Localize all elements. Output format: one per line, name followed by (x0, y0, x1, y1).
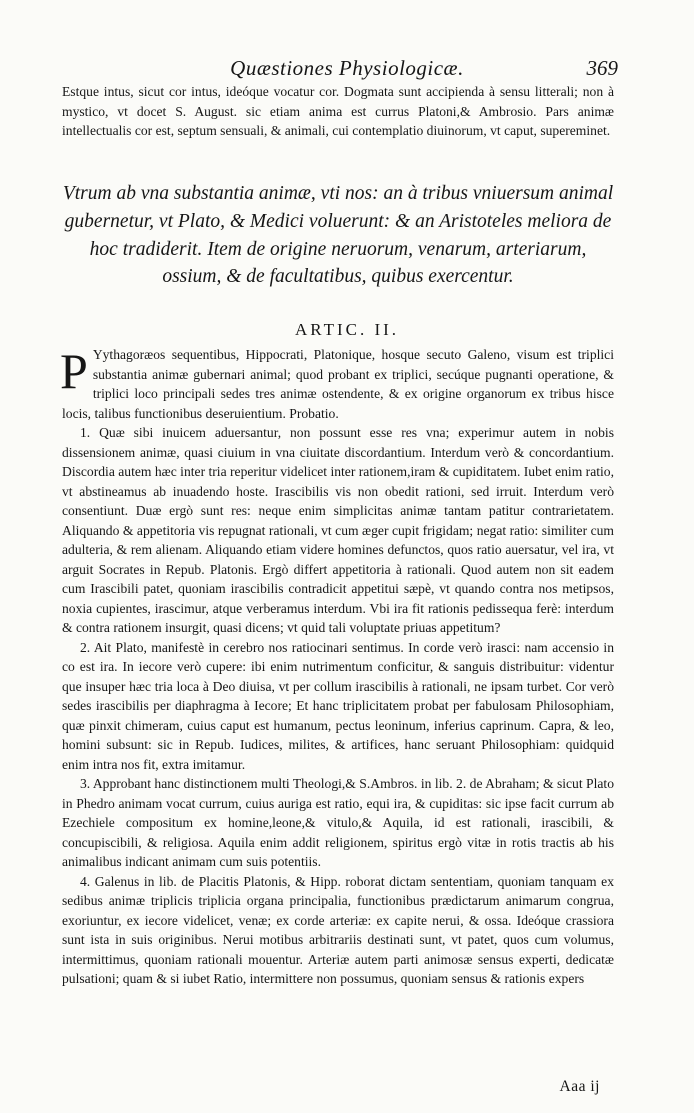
question-title: Vtrum ab vna substantia animæ, vti nos: an à tribus vniuersum animal gubernetur, vt Plato, & Medici voluerunt: & an Aristoteles meliora de hoc tradiderit. Item de origine neruorum, venarum, arteriarum, ossium, & de facultatibus, quibus exercentur. (62, 183, 614, 288)
opening-paragraph (62, 345, 614, 423)
intro-paragraph: Estque intus, sicut cor intus, ideóque vocatur cor. Dogmata sunt accipienda à sensu litterali; non à mystico, vt docet S. August. sic etiam anima est currus Platoni,& Ambrosio. Pars animæ intellectualis cor est, septum sensuali, & animali, cui contemplatio diuinorum, vt caput, supereminet. (62, 84, 614, 138)
page-number: 369 (586, 56, 618, 80)
paragraph-2: 2. Ait Plato, manifestè in cerebro nos ratiocinari sentimus. In corde verò irasci: nam accensio in co est ira. In iecore verò cupere: ibi enim nutrimentum conficitur, & sanguis distribuitur: videntur que insuper hæc tria loca à Deo diuisa, vt per collum irascibilis à rationali, ne ipsam turbet. Cor verò sedes irascibilis per diaphragma à Iecore; Et hanc triplicitatem probat per fabulosam Philosophiam, quæ pinxit chimeram, cuius caput est humanum, pectus leoninum, inferius caprinum. Capra, & leo, homini subsunt: sic in Repub. Iudices, milites, & artifices, hanc seruant Philosophiam: quidquid enim intra nos fit, extra imitamur. (62, 639, 614, 772)
opening-text: Yythagoræos sequentibus, Hippocrati, Platonique, hosque secuto Galeno, visum est triplici substantia animæ gubernari animal; quod probant ex triplici, secúque pugnanti operatione, & triplici loco principali sedes tres animæ ostendente, & ex origine organorum ex tribus hisce locis, talibus functionibus deseruientium. Probatio. (62, 347, 614, 421)
paragraph-3: 3. Approbant hanc distinctionem multi Theologi,& S.Ambros. in lib. 2. de Abraham; & sicut Plato in Phedro animam vocat currum, cuius auriga est ratio, equi ira, & cupiditas: sic ipse facit currum ab Ezechiele compositum ex homine,leone,& vitulo,& Aquila, id est rationali, irascibili, & concupiscibili, & religiosa. Aquila enim addit religionem, spiritus ergò vitæ in rotis tractis ab his animalibus indicant animam cum suis potentiis. (62, 776, 614, 869)
running-title: Quæstiones Physiologicæ. (230, 56, 464, 80)
drop-cap: P (60, 343, 88, 399)
signature-mark: Aaa ij (559, 1078, 600, 1095)
article-heading: ARTIC. II. (294, 320, 400, 339)
paragraph-4: 4. Galenus in lib. de Placitis Platonis, & Hipp. roborat dictam sententiam, quoniam tanquam ex sedibus animæ triplicis triplicia organa principalia, functionibus prædictarum animarum congrua, exoriuntur, ex iecore videlicet, venæ; ex corde arteriæ: ex capite nerui, & ossa. Ideóque crassiora sunt ista in suis originibus. Nerui motibus arbitrariis destinati sunt, vt patet, quos cum volumus, intermittimus, quoniam rationali mouentur. Arteriæ autem parti animosæ sensus experti, dedicatæ pulsationi; quam & si iubet Ratio, intermittere non possumus, quoniam sensus & rationis expers (62, 873, 614, 986)
intro-block (62, 82, 614, 141)
article-body (62, 345, 614, 989)
paragraph-1: 1. Quæ sibi inuicem aduersantur, non possunt esse res vna; experimur autem in nobis dissensionem animæ, quasi ciuium in vna ciuitate discordantium. Interdum verò & concordantium. Discordia autem hæc inter tria reperitur videlicet inter rationem,iram & cupiditatem. Iubet enim ratio, vt abstineamus ab inuadendo hoste. Irascibilis vis non obedit rationi, sed irruit. Interdum verò consentiunt. Duæ ergò sunt res: neque enim simplicitas animæ tantam patitur contrarietatem. Aliquando & appetitoria vis repugnat rationali, vt cum æger cupit frigidam; negat ratio: similiter cum adulteria, & rem alienam. Aliquando etiam videre homines defunctos, quos ratio auersatur, vel ira, vt arguit Socrates in Repub. Platonis. Ergò differt appetitoria à rationali. Quod autem non sit eadem cum Irascibili patet, quoniam irascibilis contradicit appetitui sæpè, vt quando contra nos metipsos, noxia cupientes, irascimur, atque verberamus interdum. Vbi ira fit rationis pedissequa ferè: interdum & contra rationem insurgit, quasi dicens; vt quid tali voluptate priuas appetitum? (62, 425, 614, 635)
